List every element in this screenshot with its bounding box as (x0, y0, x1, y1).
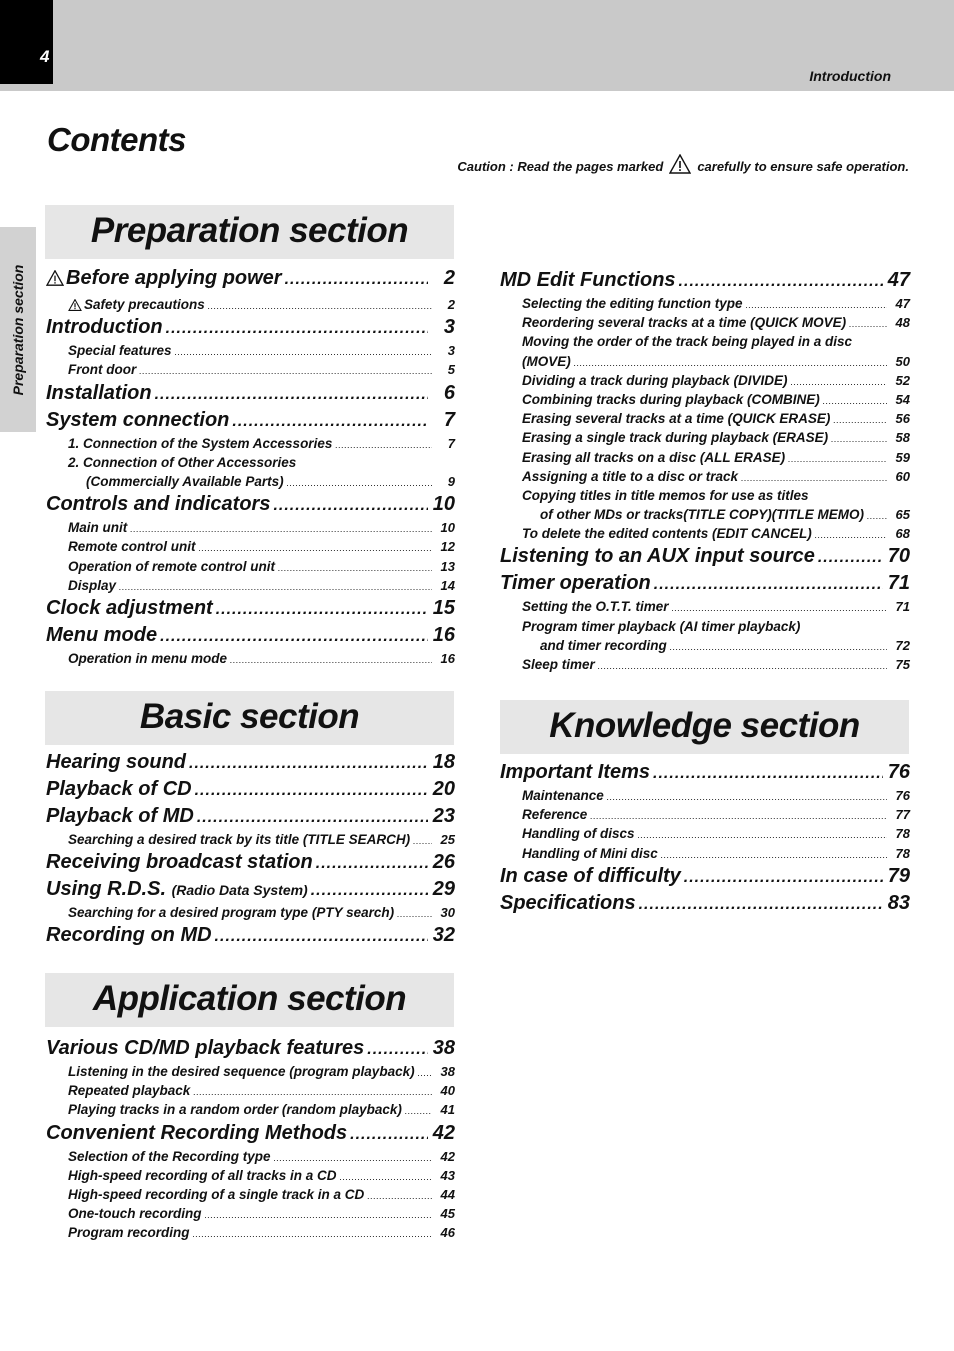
entry-page: 10 (440, 520, 455, 536)
entry-title: Setting the O.T.T. timer (522, 599, 669, 615)
entry-title: Important Items (500, 761, 651, 783)
toc-entry[interactable] (46, 267, 455, 297)
toc-subentry[interactable] (500, 469, 910, 488)
toc-subentry[interactable] (500, 526, 910, 545)
side-tab-label: Preparation section (10, 264, 26, 395)
entry-title: Introduction (46, 316, 163, 339)
toc-subentry[interactable] (46, 436, 455, 455)
entry-page: 10 (432, 493, 455, 516)
toc-subentry[interactable] (500, 373, 910, 392)
entry-title: Selecting the editing function type (522, 296, 743, 311)
toc-subentry-line: Copying titles in title memos for use as titles (522, 487, 809, 503)
toc-entry[interactable] (500, 865, 910, 892)
toc-entry[interactable] (46, 409, 455, 436)
entry-page: 16 (432, 623, 455, 646)
entry-title: Various CD/MD playback features (46, 1037, 365, 1059)
page-number: 4 (40, 47, 50, 66)
entry-page: 65 (895, 507, 910, 523)
toc-subentry[interactable] (500, 807, 910, 826)
toc-subentry[interactable] (500, 599, 910, 618)
entry-page: 79 (887, 864, 910, 887)
entry-page: 60 (895, 468, 910, 484)
entry-page: 47 (895, 296, 910, 311)
toc-subentry[interactable] (500, 846, 910, 865)
entry-page: 25 (440, 832, 455, 847)
toc-subentry[interactable] (500, 657, 910, 676)
entry-title-suffix: (Radio Data System) (171, 882, 308, 899)
entry-title: Reordering several tracks at a time (QUICK MOVE) (522, 315, 847, 331)
toc-subentry[interactable] (500, 450, 910, 469)
entry-title: Listening to an AUX input source (500, 545, 815, 568)
toc-entry[interactable] (500, 269, 910, 296)
entry-title: Listening in the desired sequence (program playback) (68, 1064, 415, 1079)
entry-page: 20 (432, 778, 455, 800)
side-tab (0, 227, 36, 432)
toc-entry[interactable] (46, 778, 455, 805)
entry-title: Handling of discs (522, 826, 635, 842)
entry-page: 43 (440, 1167, 455, 1183)
entry-page: 76 (895, 788, 910, 803)
entry-page: 2 (447, 297, 455, 312)
toc-subentry[interactable] (46, 559, 455, 578)
toc-entry[interactable] (46, 878, 455, 905)
entry-title: Searching for a desired program type (PTY search) (68, 905, 395, 921)
entry-title: 1. Connection of the System Accessories (68, 435, 333, 451)
entry-page: 2 (443, 267, 455, 289)
entry-title: Main unit (68, 520, 128, 536)
entry-page: 44 (440, 1186, 455, 1202)
entry-page: 76 (887, 761, 910, 783)
entry-page: 68 (895, 526, 910, 542)
entry-title: Before applying power (66, 267, 282, 289)
entry-page: 54 (895, 391, 910, 407)
entry-title: Reference (522, 807, 588, 823)
entry-page: 38 (432, 1037, 455, 1059)
toc-entry[interactable] (46, 851, 455, 878)
entry-title: Display (68, 577, 117, 593)
entry-page: 5 (447, 362, 455, 378)
entry-title: Operation of remote control unit (68, 558, 276, 574)
entry-title: MD Edit Functions (500, 269, 676, 291)
basic-toc (46, 751, 455, 951)
application-section-heading: Application section (45, 973, 454, 1027)
entry-page: 58 (895, 430, 910, 446)
entry-page: 78 (895, 826, 910, 842)
entry-title: High-speed recording of a single track in a CD (68, 1186, 365, 1202)
entry-title: Using R.D.S. (46, 878, 167, 901)
entry-title: Combining tracks during playback (COMBINE) (522, 391, 820, 407)
toc-subentry[interactable] (500, 392, 910, 411)
toc-subentry[interactable] (46, 832, 455, 851)
entry-page: 78 (895, 845, 910, 861)
entry-title: High-speed recording of all tracks in a CD (68, 1167, 337, 1183)
entry-title: Installation (46, 381, 152, 404)
entry-page: 59 (895, 449, 910, 465)
toc-entry[interactable] (46, 493, 455, 520)
entry-page: 18 (432, 751, 455, 773)
toc-subentry[interactable] (46, 1168, 455, 1187)
edit-toc (500, 269, 910, 676)
entry-title: Special features (68, 343, 172, 359)
entry-page: 41 (440, 1102, 455, 1118)
entry-title: Selection of the Recording type (68, 1148, 271, 1164)
toc-entry[interactable] (500, 572, 910, 599)
entry-title: Playback of CD (46, 778, 192, 800)
entry-page: 83 (887, 891, 910, 914)
entry-page: 26 (432, 851, 455, 874)
toc-subentry[interactable] (46, 1187, 455, 1206)
entry-page: 45 (440, 1206, 455, 1222)
toc-entry[interactable] (46, 924, 455, 951)
toc-entry[interactable] (500, 761, 910, 788)
toc-subentry[interactable] (500, 430, 910, 449)
running-head: Introduction (809, 68, 891, 84)
entry-title: and timer recording (540, 637, 667, 653)
toc-subentry[interactable] (46, 539, 455, 558)
preparation-section-heading: Preparation section (45, 205, 454, 259)
entry-title: of other MDs or tracks(TITLE COPY)(TITLE MEMO) (540, 507, 865, 523)
entry-title: Sleep timer (522, 657, 595, 672)
entry-page: 32 (432, 924, 455, 947)
toc-subentry[interactable] (46, 1225, 455, 1244)
entry-page: 56 (895, 411, 910, 427)
basic-section-heading: Basic section (45, 691, 454, 745)
entry-page: 42 (432, 1121, 455, 1144)
toc-entry[interactable] (46, 624, 455, 651)
toc-entry[interactable] (46, 316, 455, 343)
entry-title: Playback of MD (46, 805, 194, 827)
entry-title: Remote control unit (68, 539, 196, 555)
toc-subentry[interactable] (500, 315, 910, 334)
caution-text-before: Caution : Read the pages marked (457, 159, 664, 174)
warning-icon (46, 269, 64, 292)
toc-subentry[interactable] (46, 297, 455, 316)
toc-subentry[interactable] (46, 343, 455, 362)
entry-title: Handling of Mini disc (522, 845, 658, 861)
toc-subentry[interactable] (500, 507, 910, 526)
entry-page: 71 (887, 572, 910, 595)
toc-entry[interactable] (46, 1037, 455, 1064)
toc-entry[interactable] (500, 545, 910, 572)
entry-page: 29 (432, 878, 455, 901)
entry-page: 72 (895, 637, 910, 653)
application-toc (46, 1037, 455, 1245)
toc-entry[interactable] (46, 597, 455, 624)
toc-entry[interactable] (46, 382, 455, 409)
entry-title: Program recording (68, 1225, 190, 1241)
toc-subentry-line: Moving the order of the track being played in a disc (522, 334, 853, 350)
page-number-box (0, 0, 53, 84)
toc-subentry[interactable] (46, 362, 455, 381)
entry-title: Hearing sound (46, 751, 187, 773)
toc-entry[interactable] (46, 1122, 455, 1149)
entry-page: 47 (887, 269, 910, 291)
toc-subentry[interactable] (46, 1083, 455, 1102)
toc-subentry[interactable] (46, 520, 455, 539)
entry-page: 14 (440, 577, 455, 593)
toc-subentry[interactable] (46, 1102, 455, 1121)
entry-title: One-touch recording (68, 1206, 202, 1222)
entry-title: Timer operation (500, 572, 651, 595)
entry-title: Menu mode (46, 623, 158, 646)
toc-subentry[interactable] (500, 411, 910, 430)
toc-subentry[interactable] (46, 474, 455, 493)
caution-note (457, 154, 909, 177)
entry-page: 3 (443, 316, 455, 339)
entry-title: Specifications (500, 891, 636, 914)
entry-page: 75 (895, 657, 910, 672)
toc-subentry[interactable] (46, 1149, 455, 1168)
entry-title: Safety precautions (84, 297, 205, 312)
toc-subentry[interactable] (500, 788, 910, 807)
entry-title: Clock adjustment (46, 596, 213, 619)
entry-page: 42 (440, 1148, 455, 1164)
entry-title: (MOVE) (522, 353, 571, 369)
entry-page: 40 (440, 1083, 455, 1099)
toc-subentry[interactable] (46, 905, 455, 924)
toc-subentry-line: Program timer playback (AI timer playback) (522, 618, 801, 634)
entry-title: Erasing a single track during playback (ERASE) (522, 430, 829, 446)
entry-page: 52 (895, 372, 910, 388)
entry-page: 30 (440, 905, 455, 921)
entry-title: System connection (46, 408, 230, 431)
entry-title: To delete the edited contents (EDIT CANCEL) (522, 526, 812, 542)
entry-page: 13 (440, 558, 455, 574)
entry-title: Maintenance (522, 788, 604, 803)
entry-title: Dividing a track during playback (DIVIDE) (522, 372, 788, 388)
entry-title: Playing tracks in a random order (random playback) (68, 1102, 402, 1118)
entry-page: 70 (887, 545, 910, 568)
entry-page: 48 (895, 315, 910, 331)
entry-title: Controls and indicators (46, 493, 271, 516)
toc-entry[interactable] (46, 805, 455, 832)
entry-page: 46 (440, 1225, 455, 1241)
entry-page: 9 (447, 473, 455, 489)
toc-subentry[interactable] (500, 638, 910, 657)
toc-subentry[interactable] (46, 651, 455, 670)
entry-title: Repeated playback (68, 1083, 191, 1099)
entry-title: Front door (68, 362, 137, 378)
preparation-toc (46, 267, 455, 670)
page-title: Contents (47, 121, 186, 158)
entry-page: 50 (895, 353, 910, 369)
toc-subentry[interactable] (46, 1064, 455, 1083)
toc-entry[interactable] (46, 751, 455, 778)
entry-page: 38 (440, 1064, 455, 1079)
warning-icon (68, 299, 82, 314)
entry-page: 71 (895, 599, 910, 615)
entry-title: Searching a desired track by its title (TITLE SEARCH) (68, 832, 411, 847)
entry-page: 6 (443, 381, 455, 404)
entry-page: 15 (432, 596, 455, 619)
toc-entry[interactable] (500, 892, 910, 919)
entry-page: 3 (447, 343, 455, 359)
entry-title: Recording on MD (46, 924, 212, 947)
knowledge-toc (500, 761, 910, 919)
entry-page: 7 (443, 408, 455, 431)
entry-title: Erasing several tracks at a time (QUICK ERASE) (522, 411, 831, 427)
entry-title: Erasing all tracks on a disc (ALL ERASE) (522, 449, 786, 465)
entry-page: 16 (440, 650, 455, 666)
entry-title: (Commercially Available Parts) (86, 473, 284, 489)
toc-subentry[interactable] (500, 354, 910, 373)
entry-title: Convenient Recording Methods (46, 1121, 348, 1144)
entry-page: 77 (895, 807, 910, 823)
entry-title: Assigning a title to a disc or track (522, 468, 739, 484)
caution-text-after: carefully to ensure safe operation. (697, 159, 909, 174)
toc-subentry[interactable] (46, 578, 455, 597)
knowledge-section-heading: Knowledge section (500, 700, 909, 754)
entry-page: 23 (432, 805, 455, 827)
entry-title: In case of difficulty (500, 864, 681, 887)
toc-subentry[interactable] (500, 296, 910, 315)
entry-page: 7 (447, 435, 455, 451)
entry-page: 12 (440, 539, 455, 555)
toc-subentry-line: 2. Connection of Other Accessories (68, 454, 297, 470)
warning-icon (669, 154, 691, 177)
entry-title: Operation in menu mode (68, 650, 228, 666)
entry-title: Receiving broadcast station (46, 851, 313, 874)
toc-subentry[interactable] (500, 826, 910, 845)
toc-subentry[interactable] (46, 1206, 455, 1225)
